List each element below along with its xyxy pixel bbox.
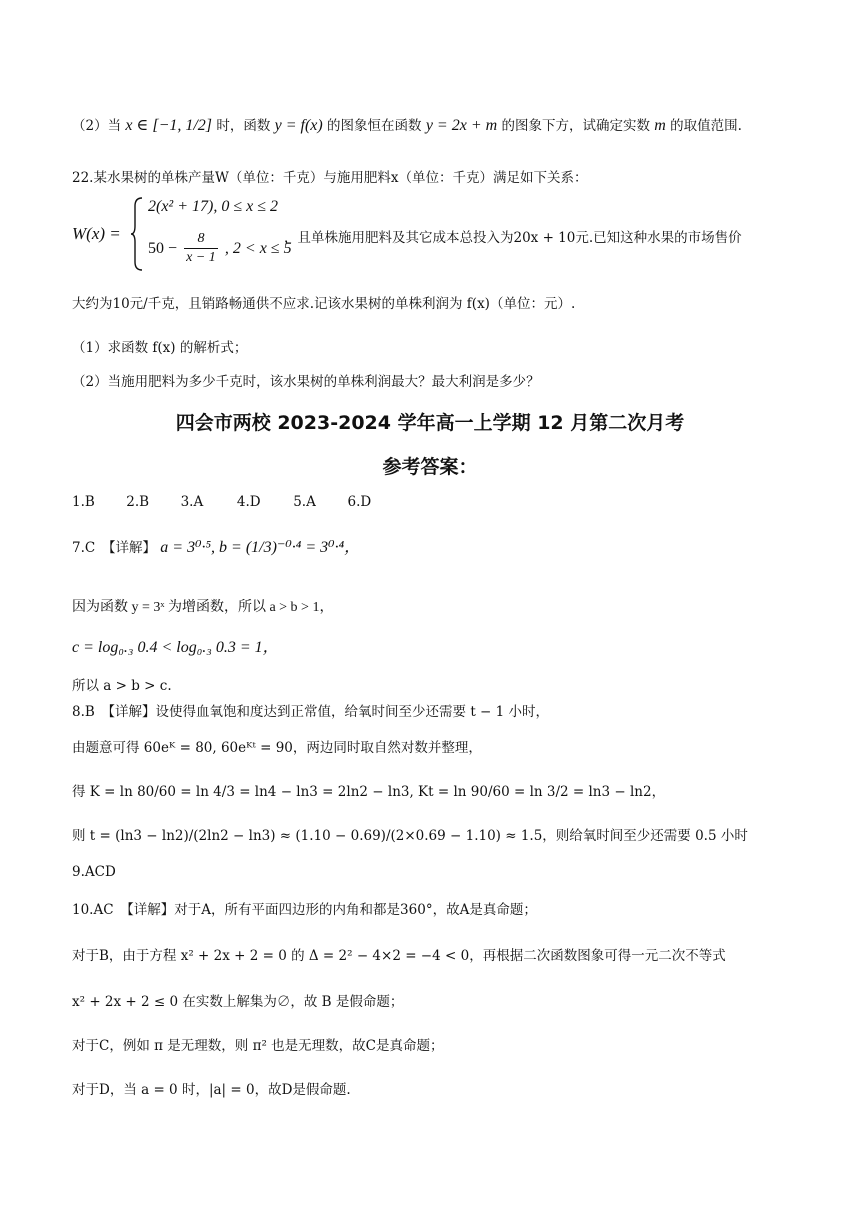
answer-3: 3.A (180, 494, 204, 510)
answer-10-line2: 对于B，由于方程 x² + 2x + 2 = 0 的 Δ = 2² − 4×2 = −4 < 0，再根据二次函数图象可得一元二次不等式 (72, 948, 726, 964)
answer-10-line4: 对于C，例如 π 是无理数，则 π² 也是无理数，故C是真命题； (72, 1038, 444, 1054)
answer-8-line3: 得 K = ln 80/60 = ln 4/3 = ln4 − ln3 = 2ln2 − ln3, Kt = ln 90/60 = ln 3/2 = ln3 − ln2， (72, 784, 666, 800)
answer-1: 1.B (72, 494, 95, 510)
answer-7-line4: 所以 a > b > c. (72, 678, 172, 694)
piecewise-after-text: ，且单株施用肥料及其它成本总投入为20x + 10元.已知这种水果的市场售价 (284, 230, 742, 246)
answer-7-line1: 7.C 【详解】 a = 3⁰·⁵, b = (1/3)⁻⁰·⁴ = 3⁰·⁴， (72, 539, 361, 556)
left-brace-icon (130, 196, 144, 272)
piece-2: 50 − $\frac{8}{x - 1}$ , 2 < x ≤ 5 (148, 231, 292, 265)
answer-7-line2: 因为函数 y = 3ˣ 为增函数，所以 a > b > 1， (72, 600, 334, 615)
q21-part2: （2）当 x ∈ [−1, 1/2] 时，函数 y = f(x) 的图象恒在函数 y = 2x + m 的图象下方，试确定实数 m 的取值范围. (72, 117, 742, 134)
page-title: 四会市两校 2023-2024 学年高一上学期 12 月第二次月考 (175, 412, 685, 434)
answer-6: 6.D (347, 494, 372, 510)
q22-part2: （2）当施用肥料为多少千克时，该水果树的单株利润最大？最大利润是多少？ (72, 374, 540, 390)
answer-10-line3: x² + 2x + 2 ≤ 0 在实数上解集为∅，故 B 是假命题； (72, 994, 404, 1010)
math-function-f: y = f(x) (274, 117, 323, 134)
q22-intro: 22.某水果树的单株产量W（单位：千克）与施用肥料x（单位：千克）满足如下关系： (72, 170, 588, 186)
page-subtitle: 参考答案： (382, 456, 478, 478)
answer-4: 4.D (236, 494, 261, 510)
answer-8-line1: 8.B 【详解】设使得血氧饱和度达到正常值，给氧时间至少还需要 t − 1 小时， (72, 704, 550, 720)
math-condition: x ∈ [−1, 1/2] (125, 117, 213, 134)
math-function-line: y = 2x + m (425, 117, 498, 134)
answer-10-line5: 对于D，当 a = 0 时，|a| = 0，故D是假命题. (72, 1082, 351, 1098)
piecewise-definition (72, 194, 852, 276)
piece-1: 2(x² + 17), 0 ≤ x ≤ 2 (148, 198, 279, 215)
answer-2: 2.B (126, 494, 150, 510)
answer-7-line3: c = log₀.₃ 0.4 < log₀.₃ 0.3 = 1， (72, 639, 279, 656)
answers-row (72, 492, 397, 512)
piecewise-lhs: W(x) = (72, 224, 121, 243)
answer-8-line2: 由题意可得 60eᴷ = 80, 60eᴷᵗ = 90，两边同时取自然对数并整理， (72, 740, 482, 756)
answer-10-line1: 10.AC 【详解】对于A，所有平面四边形的内角和都是360°，故A是真命题； (72, 902, 537, 918)
q22-line2: 大约为10元/千克，且销路畅通供不应求.记该水果树的单株利润为 f(x)（单位：元）. (72, 296, 576, 312)
q22-part1: （1）求函数 f(x) 的解析式； (72, 340, 248, 356)
fraction-8-over-x-1: $\frac{8}{x - 1}$ (186, 231, 216, 265)
math-var-m: m (654, 117, 666, 134)
answer-8-line4: 则 t = (ln3 − ln2)/(2ln2 − ln3) ≈ (1.10 − 0.69)/(2×0.69 − 1.10) ≈ 1.5，则给氧时间至少还需要 0.5 小时 (72, 828, 748, 844)
answer-9: 9.ACD (72, 864, 116, 880)
answer-5: 5.A (293, 494, 316, 510)
